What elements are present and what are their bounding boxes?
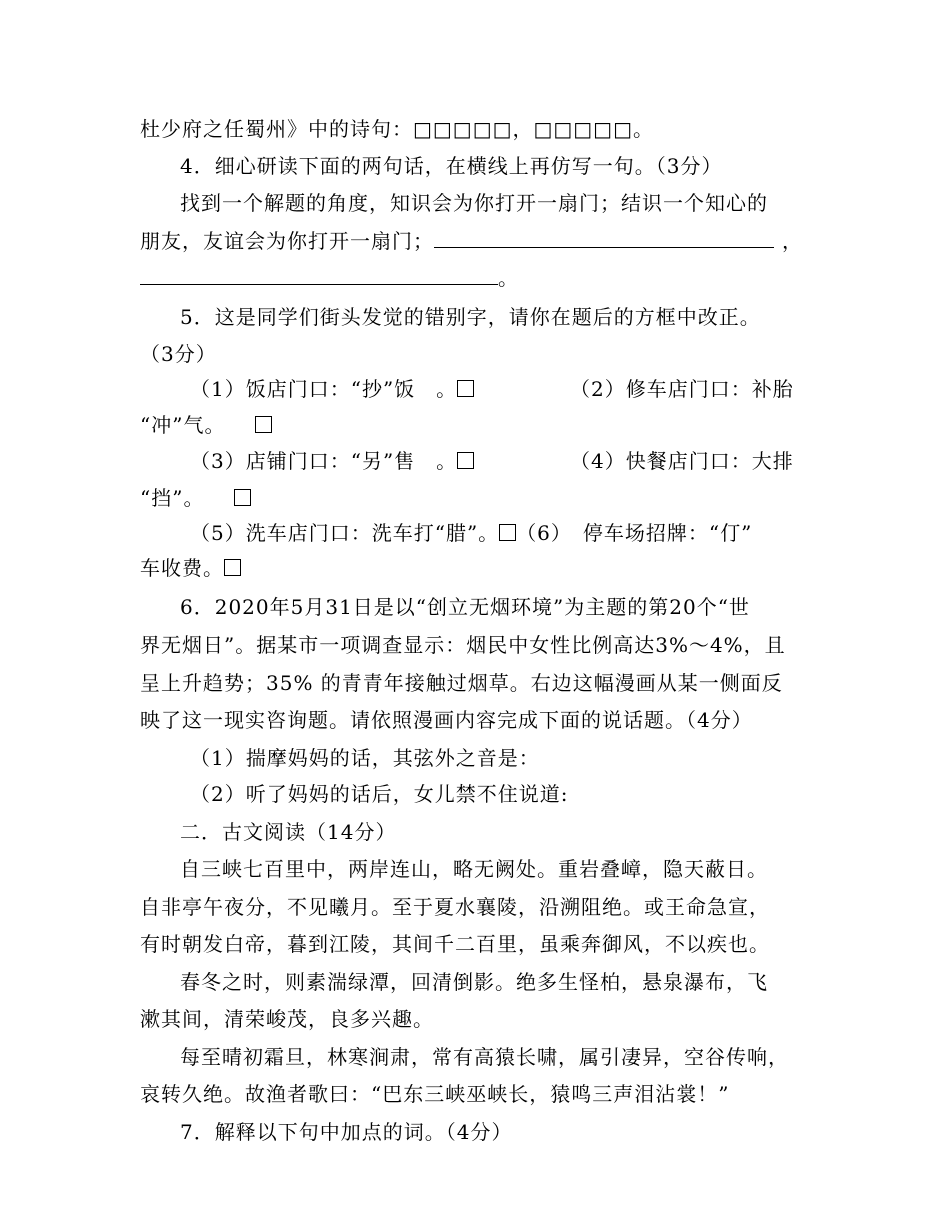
answer-box[interactable] — [224, 559, 241, 576]
text-line — [140, 551, 241, 585]
text-line: 哀转久绝。故渔者歌曰：“巴东三峡巫峡长，猿鸣三声泪沾裳！” — [140, 1082, 730, 1106]
answer-box[interactable] — [499, 524, 516, 541]
text-fragment: （6） 停车场招牌：“仃” — [516, 521, 753, 545]
answer-box[interactable] — [255, 416, 272, 433]
question-4: 4．细心研读下面的两句话，在横线上再仿写一句。（3分） — [180, 154, 723, 178]
section-heading: 二．古文阅读（14分） — [180, 820, 397, 844]
text-line: （2）修车店门口：补胎 — [570, 377, 794, 401]
text-line — [140, 224, 803, 258]
question-5: 5．这是同学们街头发觉的错别字，请你在题后的方框中改正。 — [180, 305, 761, 329]
text-fragment: 朋友，友谊会为你打开一扇门； — [140, 229, 434, 253]
text-line: 呈上升趋势；35% 的青青年接触过烟草。右边这幅漫画从某一侧面反 — [140, 671, 783, 695]
text-line: 映了这一现实咨询题。请依照漫画内容完成下面的说话题。（4分） — [140, 708, 753, 732]
text-line — [190, 516, 752, 550]
text-fragment: ， — [782, 229, 803, 253]
question-6: 6．2020年5月31日是以“创立无烟环境”为主题的第20个“世 — [180, 595, 750, 619]
answer-box[interactable] — [457, 380, 474, 397]
sub-question: （2）听了妈妈的话后，女儿禁不住说道: — [190, 782, 569, 806]
text-line: 自三峡七百里中，两岸连山，略无阙处。重岩叠嶂，隐天蔽日。 — [180, 857, 768, 881]
text-fragment: （1）饭店门口：“抄”饭 。 — [190, 377, 458, 401]
text-line — [190, 444, 474, 478]
question-7: 7．解释以下句中加点的词。（4分） — [180, 1120, 513, 1144]
text-line — [190, 372, 474, 406]
sub-question: （1）揣摩妈妈的话，其弦外之音是： — [190, 746, 540, 770]
answer-blank[interactable] — [140, 262, 498, 285]
score-note: （3分） — [140, 342, 217, 366]
text-line: 有时朝发白帝，暮到江陵，其间千二百里，虽乘奔御风，不以疾也。 — [140, 932, 770, 956]
text-fragment: （3）店铺门口：“另”售 。 — [190, 449, 458, 473]
text-fragment: 车收费。 — [140, 556, 224, 580]
text-fragment: “挡”。 — [140, 486, 205, 510]
text-line: 杜少府之任蜀州》中的诗句：□□□□□，□□□□□。 — [140, 117, 654, 141]
text-line: 每至晴初霜旦，林寒涧肃，常有高猿长啸，属引凄异，空谷传响， — [180, 1045, 789, 1069]
answer-box[interactable] — [457, 452, 474, 469]
text-line — [140, 481, 251, 515]
text-line: 找到一个解题的角度，知识会为你打开一扇门；结识一个知心的 — [180, 191, 768, 215]
answer-box[interactable] — [234, 489, 251, 506]
text-fragment: （5）洗车店门口：洗车打“腊”。 — [190, 521, 500, 545]
text-fragment: “冲”气。 — [140, 413, 226, 437]
text-line: 春冬之时，则素湍绿潭，回清倒影。绝多生怪柏，悬泉瀑布，飞 — [180, 970, 768, 994]
text-fragment: 。 — [498, 266, 519, 290]
answer-blank[interactable] — [434, 225, 774, 248]
text-line — [140, 261, 519, 295]
text-line: 自非亭午夜分，不见曦月。至于夏水襄陵，沿溯阻绝。或王命急宣， — [140, 895, 770, 919]
text-line: 界无烟日”。据某市一项调查显示：烟民中女性比例高达3%～4%，且 — [140, 633, 786, 657]
text-line — [140, 408, 272, 442]
text-line: 漱其间，清荣峻茂，良多兴趣。 — [140, 1007, 434, 1031]
text-line: （4）快餐店门口：大排 — [570, 449, 794, 473]
